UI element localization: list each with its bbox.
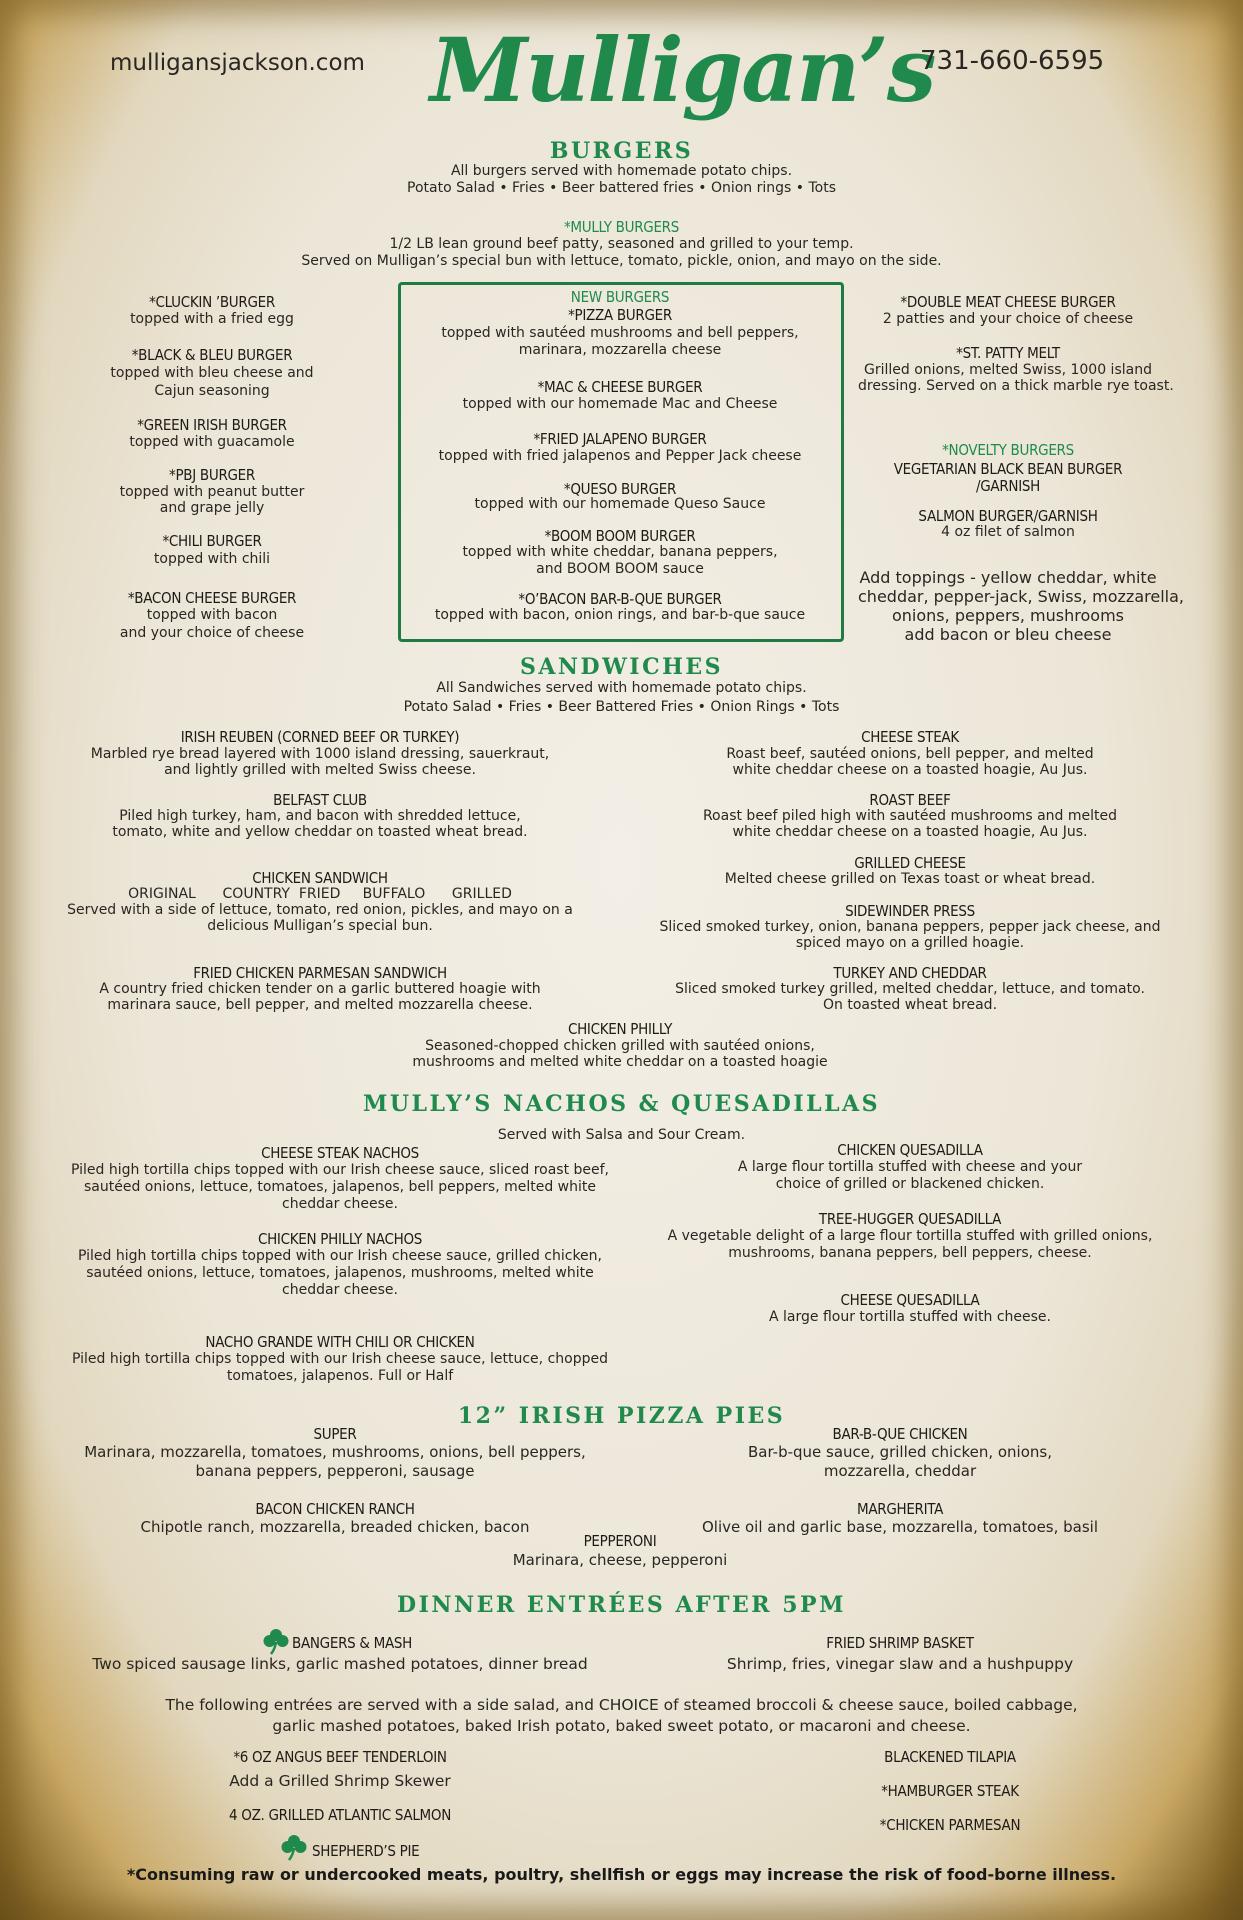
menu-item-desc: sautéed onions, lettuce, tomatoes, jalapenos, bell peppers, melted white — [84, 1179, 596, 1195]
menu-item-desc: Melted cheese grilled on Texas toast or wheat bread. — [724, 871, 1096, 887]
menu-item-desc: Two spiced sausage links, garlic mashed potatoes, dinner bread — [92, 1655, 588, 1673]
menu-item-desc: Sliced smoked turkey grilled, melted cheddar, lettuce, and tomato. — [675, 981, 1145, 997]
menu-item-name: BLACKENED TILAPIA — [884, 1748, 1016, 1766]
toppings-note: Add toppings - yellow cheddar, white — [859, 568, 1157, 587]
menu-item-name: TREE-HUGGER QUESADILLA — [818, 1210, 1002, 1228]
menu-item-desc: Grilled onions, melted Swiss, 1000 island — [864, 362, 1152, 378]
menu-item-desc: topped with sautéed mushrooms and bell peppers, — [441, 325, 799, 341]
menu-item-desc: A large flour tortilla stuffed with cheese and your — [737, 1159, 1083, 1175]
chicken-style-options: ORIGINAL COUNTRY FRIED BUFFALO GRILLED — [128, 886, 512, 902]
menu-item-name: CHICKEN PHILLY NACHOS — [257, 1230, 423, 1248]
menu-item-name: /GARNISH — [975, 477, 1040, 495]
menu-item-name: VEGETARIAN BLACK BEAN BURGER — [893, 460, 1123, 478]
dinner-title: DINNER ENTRÉES AFTER 5PM — [397, 1592, 846, 1618]
menu-item-name: *CLUCKIN ’BURGER — [149, 293, 275, 311]
novelty-burgers-title: *NOVELTY BURGERS — [942, 441, 1074, 459]
menu-item-desc: marinara sauce, bell pepper, and melted mozzarella cheese. — [107, 997, 533, 1013]
menu-item-desc: Roast beef, sautéed onions, bell pepper, and melted — [726, 746, 1094, 762]
menu-item-desc: Sliced smoked turkey, onion, banana peppers, pepper jack cheese, and — [659, 919, 1161, 935]
shamrock-icon — [280, 1833, 308, 1861]
new-burgers-title: NEW BURGERS — [570, 288, 670, 306]
menu-item-name: *QUESO BURGER — [563, 480, 677, 498]
menu-item-name: CHEESE STEAK NACHOS — [261, 1144, 419, 1162]
mully-burgers-desc-2: Served on Mulligan’s special bun with lettuce, tomato, pickle, onion, and mayo on the side. — [301, 253, 942, 269]
menu-item-desc: Olive oil and garlic base, mozzarella, tomatoes, basil — [701, 1518, 1099, 1536]
menu-item-desc: Marinara, cheese, pepperoni — [512, 1551, 728, 1569]
entree-sides-note: garlic mashed potatoes, baked Irish potato, baked sweet potato, or macaroni and cheese. — [272, 1717, 971, 1735]
menu-item-desc: topped with peanut butter — [119, 484, 305, 500]
menu-item-desc: topped with fried jalapenos and Pepper Jack cheese — [438, 448, 802, 464]
menu-item-name: FRIED SHRIMP BASKET — [826, 1634, 974, 1652]
menu-item-desc: Seasoned-chopped chicken grilled with sautéed onions, — [425, 1038, 815, 1054]
food-safety-warning: *Consuming raw or undercooked meats, poultry, shellfish or eggs may increase the risk of food-borne illness. — [126, 1865, 1117, 1884]
menu-item-name: TURKEY AND CHEDDAR — [833, 964, 987, 982]
menu-item-desc: Cajun seasoning — [154, 383, 270, 399]
menu-item-name: *O’BACON BAR-B-QUE BURGER — [518, 590, 722, 608]
menu-item-desc: tomatoes, jalapenos. Full or Half — [226, 1368, 454, 1384]
toppings-note: add bacon or bleu cheese — [904, 625, 1112, 644]
entree-sides-note: The following entrées are served with a side salad, and CHOICE of steamed broccoli & cheese sauce, boiled cabbage, — [165, 1696, 1078, 1714]
sandwiches-intro-2: Potato Salad • Fries • Beer Battered Fries • Onion Rings • Tots — [403, 699, 840, 715]
menu-item-desc: and your choice of cheese — [119, 625, 305, 641]
menu-item-name: *DOUBLE MEAT CHEESE BURGER — [900, 293, 1116, 311]
menu-item-name: FRIED CHICKEN PARMESAN SANDWICH — [193, 964, 447, 982]
menu-item-desc: Piled high tortilla chips topped with our Irish cheese sauce, lettuce, chopped — [72, 1351, 608, 1367]
menu-item-name: CHEESE QUESADILLA — [840, 1291, 980, 1309]
menu-item-name: *PBJ BURGER — [169, 466, 255, 484]
menu-item-name: NACHO GRANDE WITH CHILI OR CHICKEN — [205, 1333, 475, 1351]
burgers-intro-1: All burgers served with homemade potato chips. — [450, 163, 793, 179]
menu-item-name: BACON CHICKEN RANCH — [255, 1500, 415, 1518]
menu-item-name: *BACON CHEESE BURGER — [127, 589, 297, 607]
menu-item-name: *CHILI BURGER — [162, 532, 262, 550]
menu-item-desc: topped with chili — [153, 551, 271, 567]
menu-item-desc: Chipotle ranch, mozzarella, breaded chicken, bacon — [140, 1518, 530, 1536]
menu-item-desc: white cheddar cheese on a toasted hoagie, Au Jus. — [732, 762, 1088, 778]
menu-item-name: *BOOM BOOM BURGER — [544, 527, 696, 545]
menu-item-desc: 2 patties and your choice of cheese — [882, 311, 1134, 327]
menu-item-desc: mushrooms and melted white cheddar on a toasted hoagie — [412, 1054, 828, 1070]
menu-item-name: SHEPHERD’S PIE — [312, 1842, 420, 1860]
pizza-title: 12” IRISH PIZZA PIES — [457, 1403, 786, 1429]
menu-item-desc: Bar-b-que sauce, grilled chicken, onions, — [747, 1443, 1052, 1461]
menu-item-desc: On toasted wheat bread. — [822, 997, 998, 1013]
menu-item-desc: delicious Mulligan’s special bun. — [207, 918, 433, 934]
menu-item-name: *BLACK & BLEU BURGER — [131, 346, 293, 364]
menu-item-desc: topped with bacon — [146, 607, 278, 623]
mully-burgers-title: *MULLY BURGERS — [563, 218, 680, 236]
shamrock-icon — [262, 1627, 290, 1655]
menu-item-desc: white cheddar cheese on a toasted hoagie, Au Jus. — [732, 824, 1088, 840]
menu-item-desc: cheddar cheese. — [282, 1196, 398, 1212]
menu-item-desc: topped with bleu cheese and — [110, 365, 314, 381]
menu-item-desc: topped with guacamole — [129, 434, 295, 450]
toppings-note: onions, peppers, mushrooms — [892, 606, 1124, 625]
menu-item-name: PEPPERONI — [583, 1532, 657, 1550]
menu-item-desc: A country fried chicken tender on a garlic buttered hoagie with — [99, 981, 541, 997]
menu-item-desc: and grape jelly — [159, 500, 265, 516]
menu-item-name: SUPER — [313, 1425, 357, 1443]
menu-item-name: *FRIED JALAPENO BURGER — [533, 430, 707, 448]
menu-item-desc: and lightly grilled with melted Swiss cheese. — [164, 762, 476, 778]
menu-item-desc: Roast beef piled high with sautéed mushrooms and melted — [702, 808, 1118, 824]
burgers-title: BURGERS — [549, 138, 694, 164]
menu-item-desc: dressing. Served on a thick marble rye toast. — [858, 378, 1174, 394]
menu-item-desc: A large flour tortilla stuffed with cheese. — [769, 1309, 1051, 1325]
menu-item-name: CHICKEN PHILLY — [567, 1020, 673, 1038]
menu-item-desc: marinara, mozzarella cheese — [518, 342, 722, 358]
menu-item-name: *MAC & CHEESE BURGER — [537, 378, 703, 396]
menu-item-desc: banana peppers, pepperoni, sausage — [195, 1462, 475, 1480]
menu-item-desc: Marinara, mozzarella, tomatoes, mushrooms, onions, bell peppers, — [84, 1443, 586, 1461]
menu-item-desc: topped with a fried egg — [130, 311, 294, 327]
nachos-title: MULLY’S NACHOS & QUESADILLAS — [362, 1091, 881, 1117]
menu-item-name: CHICKEN SANDWICH — [252, 869, 388, 887]
menu-item-name: IRISH REUBEN (CORNED BEEF OR TURKEY) — [180, 728, 460, 746]
menu-item-desc: topped with bacon, onion rings, and bar-b-que sauce — [434, 607, 806, 623]
menu-item-name: BANGERS & MASH — [292, 1634, 412, 1652]
menu-item-desc: tomato, white and yellow cheddar on toasted wheat bread. — [112, 824, 528, 840]
menu-item-name: *CHICKEN PARMESAN — [879, 1816, 1021, 1834]
menu-item-name: *HAMBURGER STEAK — [881, 1782, 1019, 1800]
menu-item-desc: sautéed onions, lettuce, tomatoes, jalapenos, mushrooms, melted white — [86, 1265, 594, 1281]
menu-item-desc: topped with our homemade Mac and Cheese — [462, 396, 778, 412]
menu-item-name: CHEESE STEAK — [861, 728, 959, 746]
menu-item-name: *PIZZA BURGER — [568, 306, 672, 324]
menu-item-desc: Add a Grilled Shrimp Skewer — [229, 1772, 451, 1790]
toppings-note: cheddar, pepper-jack, Swiss, mozzarella, — [858, 587, 1184, 606]
menu-item-desc: and BOOM BOOM sauce — [536, 561, 704, 577]
menu-item-name: ROAST BEEF — [869, 791, 951, 809]
menu-item-desc: mushrooms, banana peppers, bell peppers, cheese. — [728, 1245, 1092, 1261]
burgers-intro-2: Potato Salad • Fries • Beer battered fries • Onion rings • Tots — [407, 180, 836, 196]
menu-item-name: 4 OZ. GRILLED ATLANTIC SALMON — [228, 1806, 451, 1824]
mully-burgers-desc-1: 1/2 LB lean ground beef patty, seasoned and grilled to your temp. — [389, 236, 854, 252]
website-link[interactable]: mulligansjackson.com — [110, 50, 365, 76]
menu-item-name: *GREEN IRISH BURGER — [137, 416, 287, 434]
menu-item-desc: Shrimp, fries, vinegar slaw and a hushpuppy — [726, 1655, 1074, 1673]
sandwiches-intro-1: All Sandwiches served with homemade potato chips. — [436, 680, 807, 696]
menu-item-desc: Piled high tortilla chips topped with our Irish cheese sauce, sliced roast beef, — [70, 1162, 610, 1178]
nachos-intro: Served with Salsa and Sour Cream. — [497, 1127, 746, 1143]
menu-item-name: *ST. PATTY MELT — [956, 344, 1060, 362]
menu-item-desc: Piled high turkey, ham, and bacon with shredded lettuce, — [119, 808, 521, 824]
menu-item-desc: Piled high tortilla chips topped with our Irish cheese sauce, grilled chicken, — [78, 1248, 602, 1264]
menu-item-name: MARGHERITA — [856, 1500, 944, 1518]
menu-item-desc: 4 oz filet of salmon — [941, 524, 1075, 540]
menu-item-name: CHICKEN QUESADILLA — [837, 1141, 983, 1159]
phone-number[interactable]: 731-660-6595 — [920, 46, 1105, 76]
menu-item-desc: A vegetable delight of a large flour tortilla stuffed with grilled onions, — [667, 1228, 1153, 1244]
menu-item-desc: Marbled rye bread layered with 1000 island dressing, sauerkraut, — [90, 746, 550, 762]
menu-item-name: BELFAST CLUB — [273, 791, 367, 809]
sandwiches-title: SANDWICHES — [519, 654, 724, 680]
menu-item-name: SIDEWINDER PRESS — [845, 902, 975, 920]
menu-item-desc: topped with white cheddar, banana peppers, — [462, 544, 778, 560]
menu-item-desc: spiced mayo on a grilled hoagie. — [795, 935, 1025, 951]
menu-item-desc: Served with a side of lettuce, tomato, red onion, pickles, and mayo on a — [67, 902, 573, 918]
menu-item-desc: cheddar cheese. — [282, 1282, 398, 1298]
menu-item-name: SALMON BURGER/GARNISH — [918, 507, 1098, 525]
menu-item-desc: topped with our homemade Queso Sauce — [474, 496, 766, 512]
menu-item-name: *6 OZ ANGUS BEEF TENDERLOIN — [233, 1748, 447, 1766]
menu-item-desc: choice of grilled or blackened chicken. — [775, 1176, 1045, 1192]
menu-item-name: GRILLED CHEESE — [854, 854, 966, 872]
brand-logo: Mulligan’s — [430, 18, 935, 122]
menu-item-desc: mozzarella, cheddar — [823, 1462, 977, 1480]
menu-item-name: BAR-B-QUE CHICKEN — [832, 1425, 968, 1443]
